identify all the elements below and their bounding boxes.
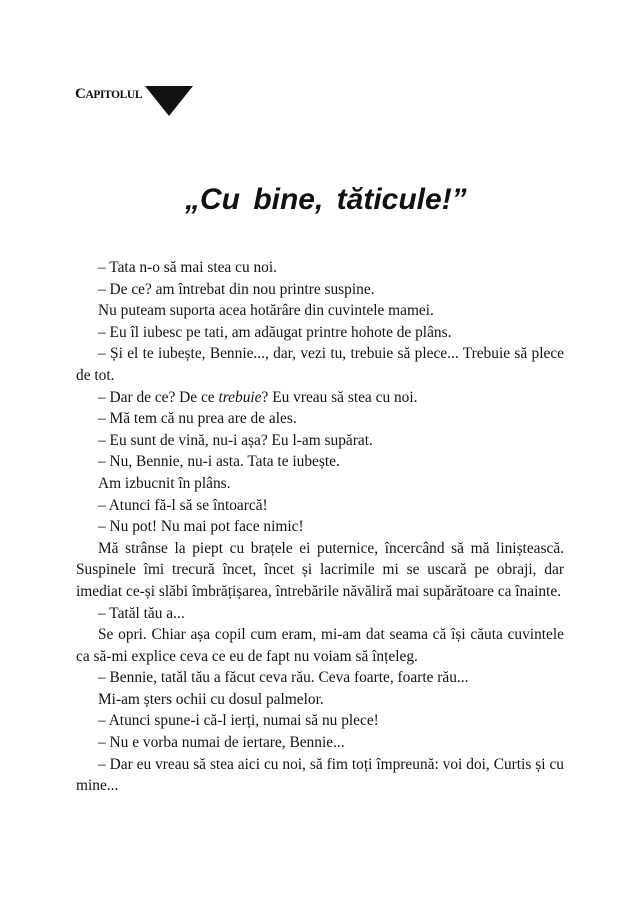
chapter-label-rest: APITOLUL: [85, 89, 143, 101]
chapter-title: „Cu bine, tăticule!”: [185, 183, 467, 216]
paragraph: – Atunci spune-i că-l ierți, numai să nu plece!: [98, 712, 379, 730]
paragraph: – Eu sunt de vină, nu-i așa? Eu l-am supărat.: [98, 431, 373, 449]
paragraph: – Nu e vorba numai de iertare, Bennie...: [98, 734, 345, 752]
chapter-body: [76, 257, 564, 797]
paragraph: – Bennie, tatăl tău a făcut ceva rău. Ceva foarte, foarte rău...: [98, 669, 469, 687]
paragraph: Nu puteam suporta acea hotărâre din cuvintele mamei.: [98, 302, 434, 320]
chapter-number: 1: [166, 84, 176, 106]
paragraph: Mi-am șters ochii cu dosul palmelor.: [98, 690, 324, 708]
paragraph: – De ce? am întrebat din nou printre suspine.: [98, 280, 375, 298]
paragraph-text: – Dar de ce? De ce: [98, 388, 219, 406]
emphasized-word: trebuie: [218, 388, 262, 406]
paragraph: Se opri. Chiar așa copil cum eram, mi-am dat seama că își căuta cuvintele ca să-mi explice ceva ce eu de fapt nu voiam să înțeleg.: [76, 626, 564, 665]
chapter-label: [75, 86, 142, 103]
paragraph: – Atunci fă-l să se întoarcă!: [98, 496, 268, 514]
paragraph: – Tata n-o să mai stea cu noi.: [98, 259, 277, 276]
paragraph: – Eu îl iubesc pe tati, am adăugat printre hohote de plâns.: [98, 323, 452, 341]
paragraph: – Nu, Bennie, nu-i asta. Tata te iubește.: [98, 453, 340, 471]
paragraph: – Tatăl tău a...: [98, 604, 185, 622]
paragraph: Am izbucnit în plâns.: [98, 474, 231, 492]
paragraph: – Și el te iubește, Bennie..., dar, vezi tu, trebuie să plece... Trebuie să plece de tot.: [76, 345, 564, 384]
paragraph: – Dar eu vreau să stea aici cu noi, să fim toți împreună: voi doi, Curtis și cu mine...: [76, 755, 564, 795]
paragraph-text: ? Eu vreau să stea cu noi.: [261, 388, 418, 406]
paragraph: [76, 387, 564, 409]
paragraph: – Nu pot! Nu mai pot face nimic!: [98, 518, 304, 536]
chapter-label-initial: C: [75, 86, 86, 102]
paragraph: Mă strânse la piept cu brațele ei puternice, încercând să mă liniștească. Suspinele îmi trecură încet, încet și lacrimile mi se uscară pe obraji, dar imediat ce-și slăbi îmbrățișarea, întrebările năvăliră mai supărătoare ca înainte.: [76, 539, 564, 600]
paragraph: – Mă tem că nu prea are de ales.: [98, 410, 297, 428]
